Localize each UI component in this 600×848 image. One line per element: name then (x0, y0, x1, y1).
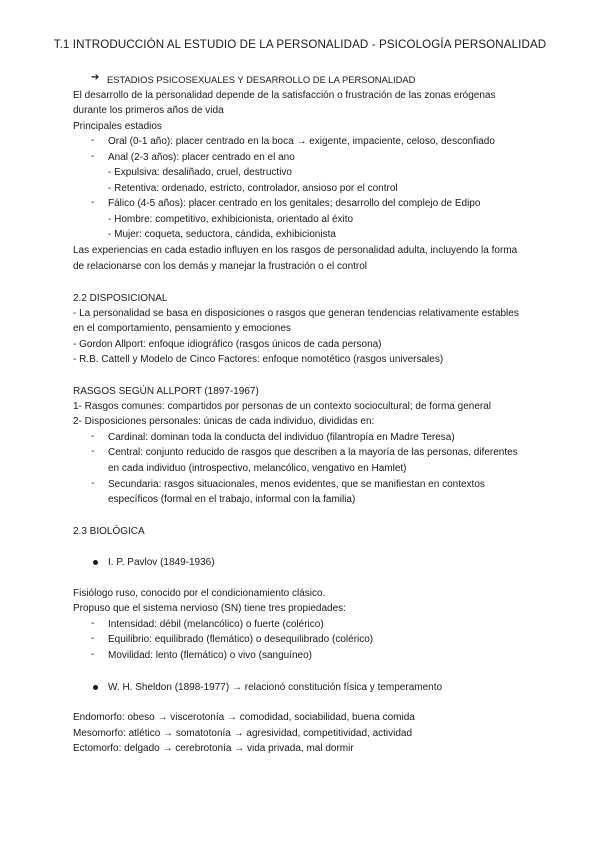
arrow-bullet-icon: ➔ (91, 72, 100, 83)
paragraph-line: - Gordon Allport: enfoque idiográfico (rasgos únicos de cada persona) (73, 339, 382, 350)
paragraph-line: Propuso que el sistema nervioso (SN) tiene tres propiedades: (73, 603, 346, 614)
dash-bullet: - (91, 151, 95, 162)
round-bullet (93, 560, 98, 565)
list-item-cardinal: Cardinal: dominan toda la conducta del individuo (filantropía en Madre Teresa) (108, 432, 455, 443)
author-pavlov: I. P. Pavlov (1849-1936) (108, 557, 215, 568)
list-item-intensidad: Intensidad: débil (melancólico) o fuerte (colérico) (108, 619, 324, 630)
section-heading-biologica: 2.3 BIOLÓGICA (73, 526, 145, 537)
round-bullet (93, 685, 98, 690)
paragraph-line: Las experiencias en cada estadio influyen en los rasgos de personalidad adulta, incluyendo la forma (73, 245, 518, 256)
paragraph-line: Mesomorfo: atlético → somatotonía → agresividad, competitividad, actividad (73, 728, 413, 739)
sub-item-retentiva: - Retentiva: ordenado, estricto, controlador, ansioso por el control (108, 183, 398, 194)
paragraph-line: 1- Rasgos comunes: compartidos por personas de un contexto sociocultural; de forma general (73, 401, 492, 412)
section-heading-estadios: ESTADIOS PSICOSEXUALES Y DESARROLLO DE LA PERSONALIDAD (107, 74, 416, 85)
list-item-equilibrio: Equilibrio: equilibrado (flemático) o desequilibrado (colérico) (108, 634, 374, 645)
list-item-central: Central: conjunto reducido de rasgos que describen a la mayoría de las personas, diferentes (108, 447, 518, 458)
list-item-falico: Fálico (4-5 años): placer centrado en los genitales; desarrollo del complejo de Edipo (108, 198, 481, 209)
dash-bullet: - (91, 431, 95, 442)
list-item-anal: Anal (2-3 años): placer centrado en el ano (108, 152, 295, 163)
paragraph-line: 2- Disposiciones personales: únicas de cada individuo, divididas en: (73, 416, 375, 427)
dash-bullet: - (91, 478, 95, 489)
section-heading-disposicional: 2.2 DISPOSICIONAL (73, 293, 168, 304)
dash-bullet: - (91, 446, 95, 457)
list-item-secundaria-cont: específicos (formal en el trabajo, informal con la familia) (108, 494, 356, 505)
paragraph-line: Endomorfo: obeso → viscerotonía → comodidad, sociabilidad, buena comida (73, 712, 415, 723)
dash-bullet: - (91, 618, 95, 629)
author-sheldon: W. H. Sheldon (1898-1977) → relacionó constitución física y temperamento (108, 682, 443, 693)
page-title: T.1 INTRODUCCIÓN AL ESTUDIO DE LA PERSONALIDAD - PSICOLOGÍA PERSONALIDAD (53, 38, 547, 51)
paragraph-line: de relacionarse con los demás y manejar la frustración o el control (73, 261, 368, 272)
list-item-central-cont: en cada individuo (introspectivo, melancólico, vengativo en Hamlet) (108, 463, 407, 474)
sub-item-mujer: - Mujer: coqueta, seductora, cándida, exhibicionista (108, 229, 336, 240)
paragraph-line: Fisiólogo ruso, conocido por el condicionamiento clásico. (73, 588, 326, 599)
dash-bullet: - (91, 135, 95, 146)
paragraph-line: Principales estadios (73, 121, 162, 132)
list-item-movilidad: Movilidad: lento (flemático) o vivo (sanguíneo) (108, 650, 312, 661)
dash-bullet: - (91, 633, 95, 644)
dash-bullet: - (91, 649, 95, 660)
sub-item-expulsiva: - Expulsiva: desaliñado, cruel, destructivo (108, 167, 292, 178)
section-heading-allport: RASGOS SEGÚN ALLPORT (1897-1967) (73, 386, 259, 397)
paragraph-line: en el comportamiento, pensamiento y emociones (73, 323, 291, 334)
paragraph-line: durante los primeros años de vida (73, 105, 224, 116)
list-item-secundaria: Secundaria: rasgos situacionales, menos evidentes, que se manifiestan en contextos (108, 479, 485, 490)
paragraph-line: Ectomorfo: delgado → cerebrotonía → vida privada, mal dormir (73, 743, 354, 754)
dash-bullet: - (91, 197, 95, 208)
paragraph-line: El desarrollo de la personalidad depende de la satisfacción o frustración de las zonas erógenas (73, 90, 496, 101)
list-item-oral: Oral (0-1 año): placer centrado en la boca → exigente, impaciente, celoso, desconfiado (108, 136, 495, 147)
sub-item-hombre: - Hombre: competitivo, exhibicionista, orientado al éxito (108, 214, 354, 225)
paragraph-line: - La personalidad se basa en disposiciones o rasgos que generan tendencias relativamente estables (73, 308, 519, 319)
paragraph-line: - R.B. Cattell y Modelo de Cinco Factores: enfoque nomotético (rasgos universales) (73, 354, 444, 365)
